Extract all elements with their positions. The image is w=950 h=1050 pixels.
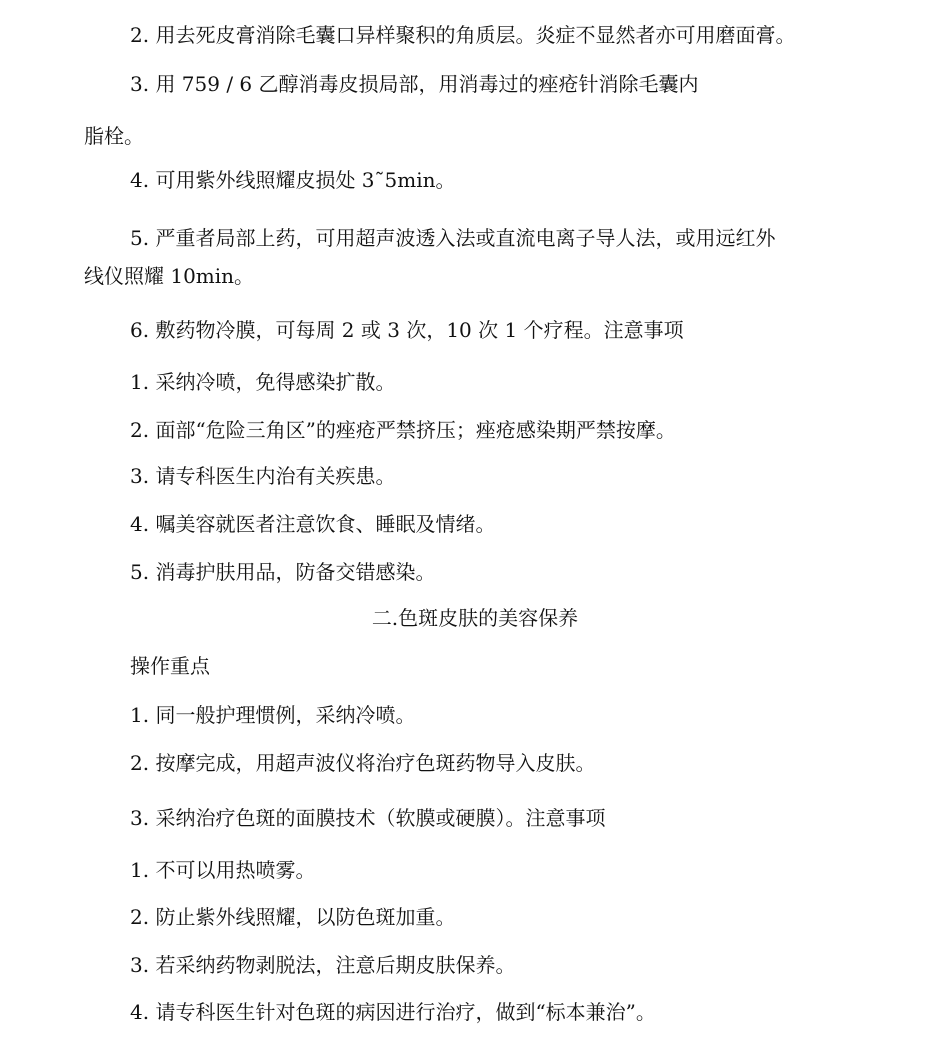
list-item: 3. 采纳治疗色斑的面膜技术（软膜或硬膜）。注意事项 — [130, 806, 606, 830]
paragraph-line: 线仪照耀 10min。 — [84, 264, 255, 288]
paragraph-line: 脂栓。 — [84, 124, 144, 148]
list-item: 3. 请专科医生内治有关疾患。 — [130, 464, 396, 488]
list-item: 4. 请专科医生针对色斑的病因进行治疗，做到“标本兼治”。 — [130, 1000, 656, 1024]
list-item: 5. 消毒护肤用品，防备交错感染。 — [130, 560, 436, 584]
paragraph-line: 3. 用 759 / 6 乙醇消毒皮损局部，用消毒过的痤疮针消除毛囊内 — [130, 72, 699, 96]
list-item: 1. 不可以用热喷雾。 — [130, 858, 316, 882]
subheading: 操作重点 — [130, 654, 210, 678]
paragraph-line: 5. 严重者局部上药，可用超声波透入法或直流电离子导人法，或用远红外 — [130, 226, 776, 250]
paragraph-line: 2. 用去死皮膏消除毛囊口异样聚积的角质层。炎症不显然者亦可用磨面膏。 — [130, 23, 796, 47]
list-item: 1. 同一般护理惯例，采纳冷喷。 — [130, 703, 416, 727]
list-item: 1. 采纳冷喷，免得感染扩散。 — [130, 370, 396, 394]
list-item: 4. 嘱美容就医者注意饮食、睡眠及情绪。 — [130, 512, 496, 536]
list-item: 2. 防止紫外线照耀，以防色斑加重。 — [130, 905, 456, 929]
paragraph-line: 4. 可用紫外线照耀皮损处 3˜5min。 — [130, 168, 456, 192]
list-item: 3. 若采纳药物剥脱法，注意后期皮肤保养。 — [130, 953, 516, 977]
section-heading: 二.色斑皮肤的美容保养 — [371, 606, 579, 630]
paragraph-line: 6. 敷药物冷膜，可每周 2 或 3 次，10 次 1 个疗程。注意事项 — [130, 318, 684, 342]
list-item: 2. 按摩完成，用超声波仪将治疗色斑药物导入皮肤。 — [130, 751, 596, 775]
list-item: 2. 面部“危险三角区”的痤疮严禁挤压；痤疮感染期严禁按摩。 — [130, 418, 676, 442]
